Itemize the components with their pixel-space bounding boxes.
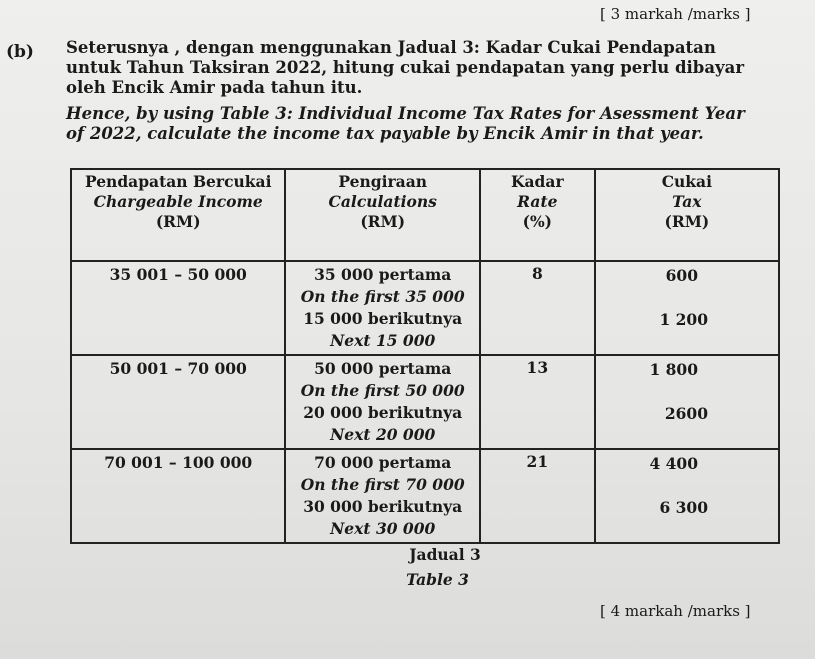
calc-first-ms: 35 000 pertama <box>314 265 452 284</box>
calc-first-en: On the first 50 000 <box>300 381 465 400</box>
header-col4-en: Tax <box>672 192 702 211</box>
header-tax <box>595 169 779 261</box>
rate-cell: 8 <box>480 261 595 355</box>
tax-next-value: 2600 <box>664 404 708 423</box>
rate-cell: 13 <box>480 355 595 449</box>
calc-first-ms: 70 000 pertama <box>314 453 452 472</box>
header-chargeable-income <box>71 169 285 261</box>
calc-next-en: Next 20 000 <box>330 425 436 444</box>
question-text-malay: Seterusnya , dengan menggunakan Jadual 3: Kadar Cukai Pendapatan untuk Tahun Taksiran 2022, hitung cukai pendapatan yang perlu dibayar oleh Encik Amir pada tahun itu. <box>66 38 745 97</box>
marks-bottom: [ 4 markah /marks ] <box>600 602 751 620</box>
table-caption-english: Table 3 <box>406 570 469 589</box>
tax-first-value: 1 800 <box>649 360 698 379</box>
tax-rate-table <box>70 168 780 544</box>
header-col3-unit: (%) <box>522 212 553 231</box>
income-band: 50 001 – 70 000 <box>71 355 285 449</box>
header-col4-ms: Cukai <box>661 172 712 191</box>
calculation-cell <box>285 449 480 543</box>
calc-next-ms: 15 000 berikutnya <box>303 309 463 328</box>
tax-next-value: 6 300 <box>659 498 708 517</box>
table-header-row <box>71 169 779 261</box>
calc-next-ms: 20 000 berikutnya <box>303 403 463 422</box>
header-col2-ms: Pengiraan <box>338 172 428 191</box>
header-col1-unit: (RM) <box>155 212 201 231</box>
table-row <box>71 261 779 355</box>
calc-next-ms: 30 000 berikutnya <box>303 497 463 516</box>
table-row <box>71 449 779 543</box>
calc-next-en: Next 30 000 <box>330 519 436 538</box>
income-band: 35 001 – 50 000 <box>71 261 285 355</box>
tax-first-value: 600 <box>665 266 698 285</box>
calculation-cell <box>285 261 480 355</box>
header-rate <box>480 169 595 261</box>
marks-top: [ 3 markah /marks ] <box>600 5 751 23</box>
header-col1-ms: Pendapatan Bercukai <box>84 172 272 191</box>
calculation-cell <box>285 355 480 449</box>
tax-first-value: 4 400 <box>649 454 698 473</box>
header-col2-unit: (RM) <box>360 212 406 231</box>
table-row <box>71 355 779 449</box>
question-text-english: Hence, by using Table 3: Individual Income Tax Rates for Asessment Year of 2022, calculate the income tax payable by Encik Amir in that year. <box>66 104 745 143</box>
rate-cell: 21 <box>480 449 595 543</box>
header-calculations <box>285 169 480 261</box>
header-col3-ms: Kadar <box>511 172 564 191</box>
header-col1-en: Chargeable Income <box>93 192 263 211</box>
header-col4-unit: (RM) <box>664 212 710 231</box>
calc-first-en: On the first 70 000 <box>300 475 465 494</box>
tax-cell <box>595 355 779 449</box>
tax-cell <box>595 261 779 355</box>
calc-next-en: Next 15 000 <box>330 331 436 350</box>
income-band: 70 001 – 100 000 <box>71 449 285 543</box>
calc-first-en: On the first 35 000 <box>300 287 465 306</box>
table-caption-malay: Jadual 3 <box>409 545 481 564</box>
tax-cell <box>595 449 779 543</box>
tax-next-value: 1 200 <box>659 310 708 329</box>
calc-first-ms: 50 000 pertama <box>314 359 452 378</box>
header-col2-en: Calculations <box>328 192 437 211</box>
question-label: (b) <box>6 42 34 62</box>
header-col3-en: Rate <box>517 192 558 211</box>
